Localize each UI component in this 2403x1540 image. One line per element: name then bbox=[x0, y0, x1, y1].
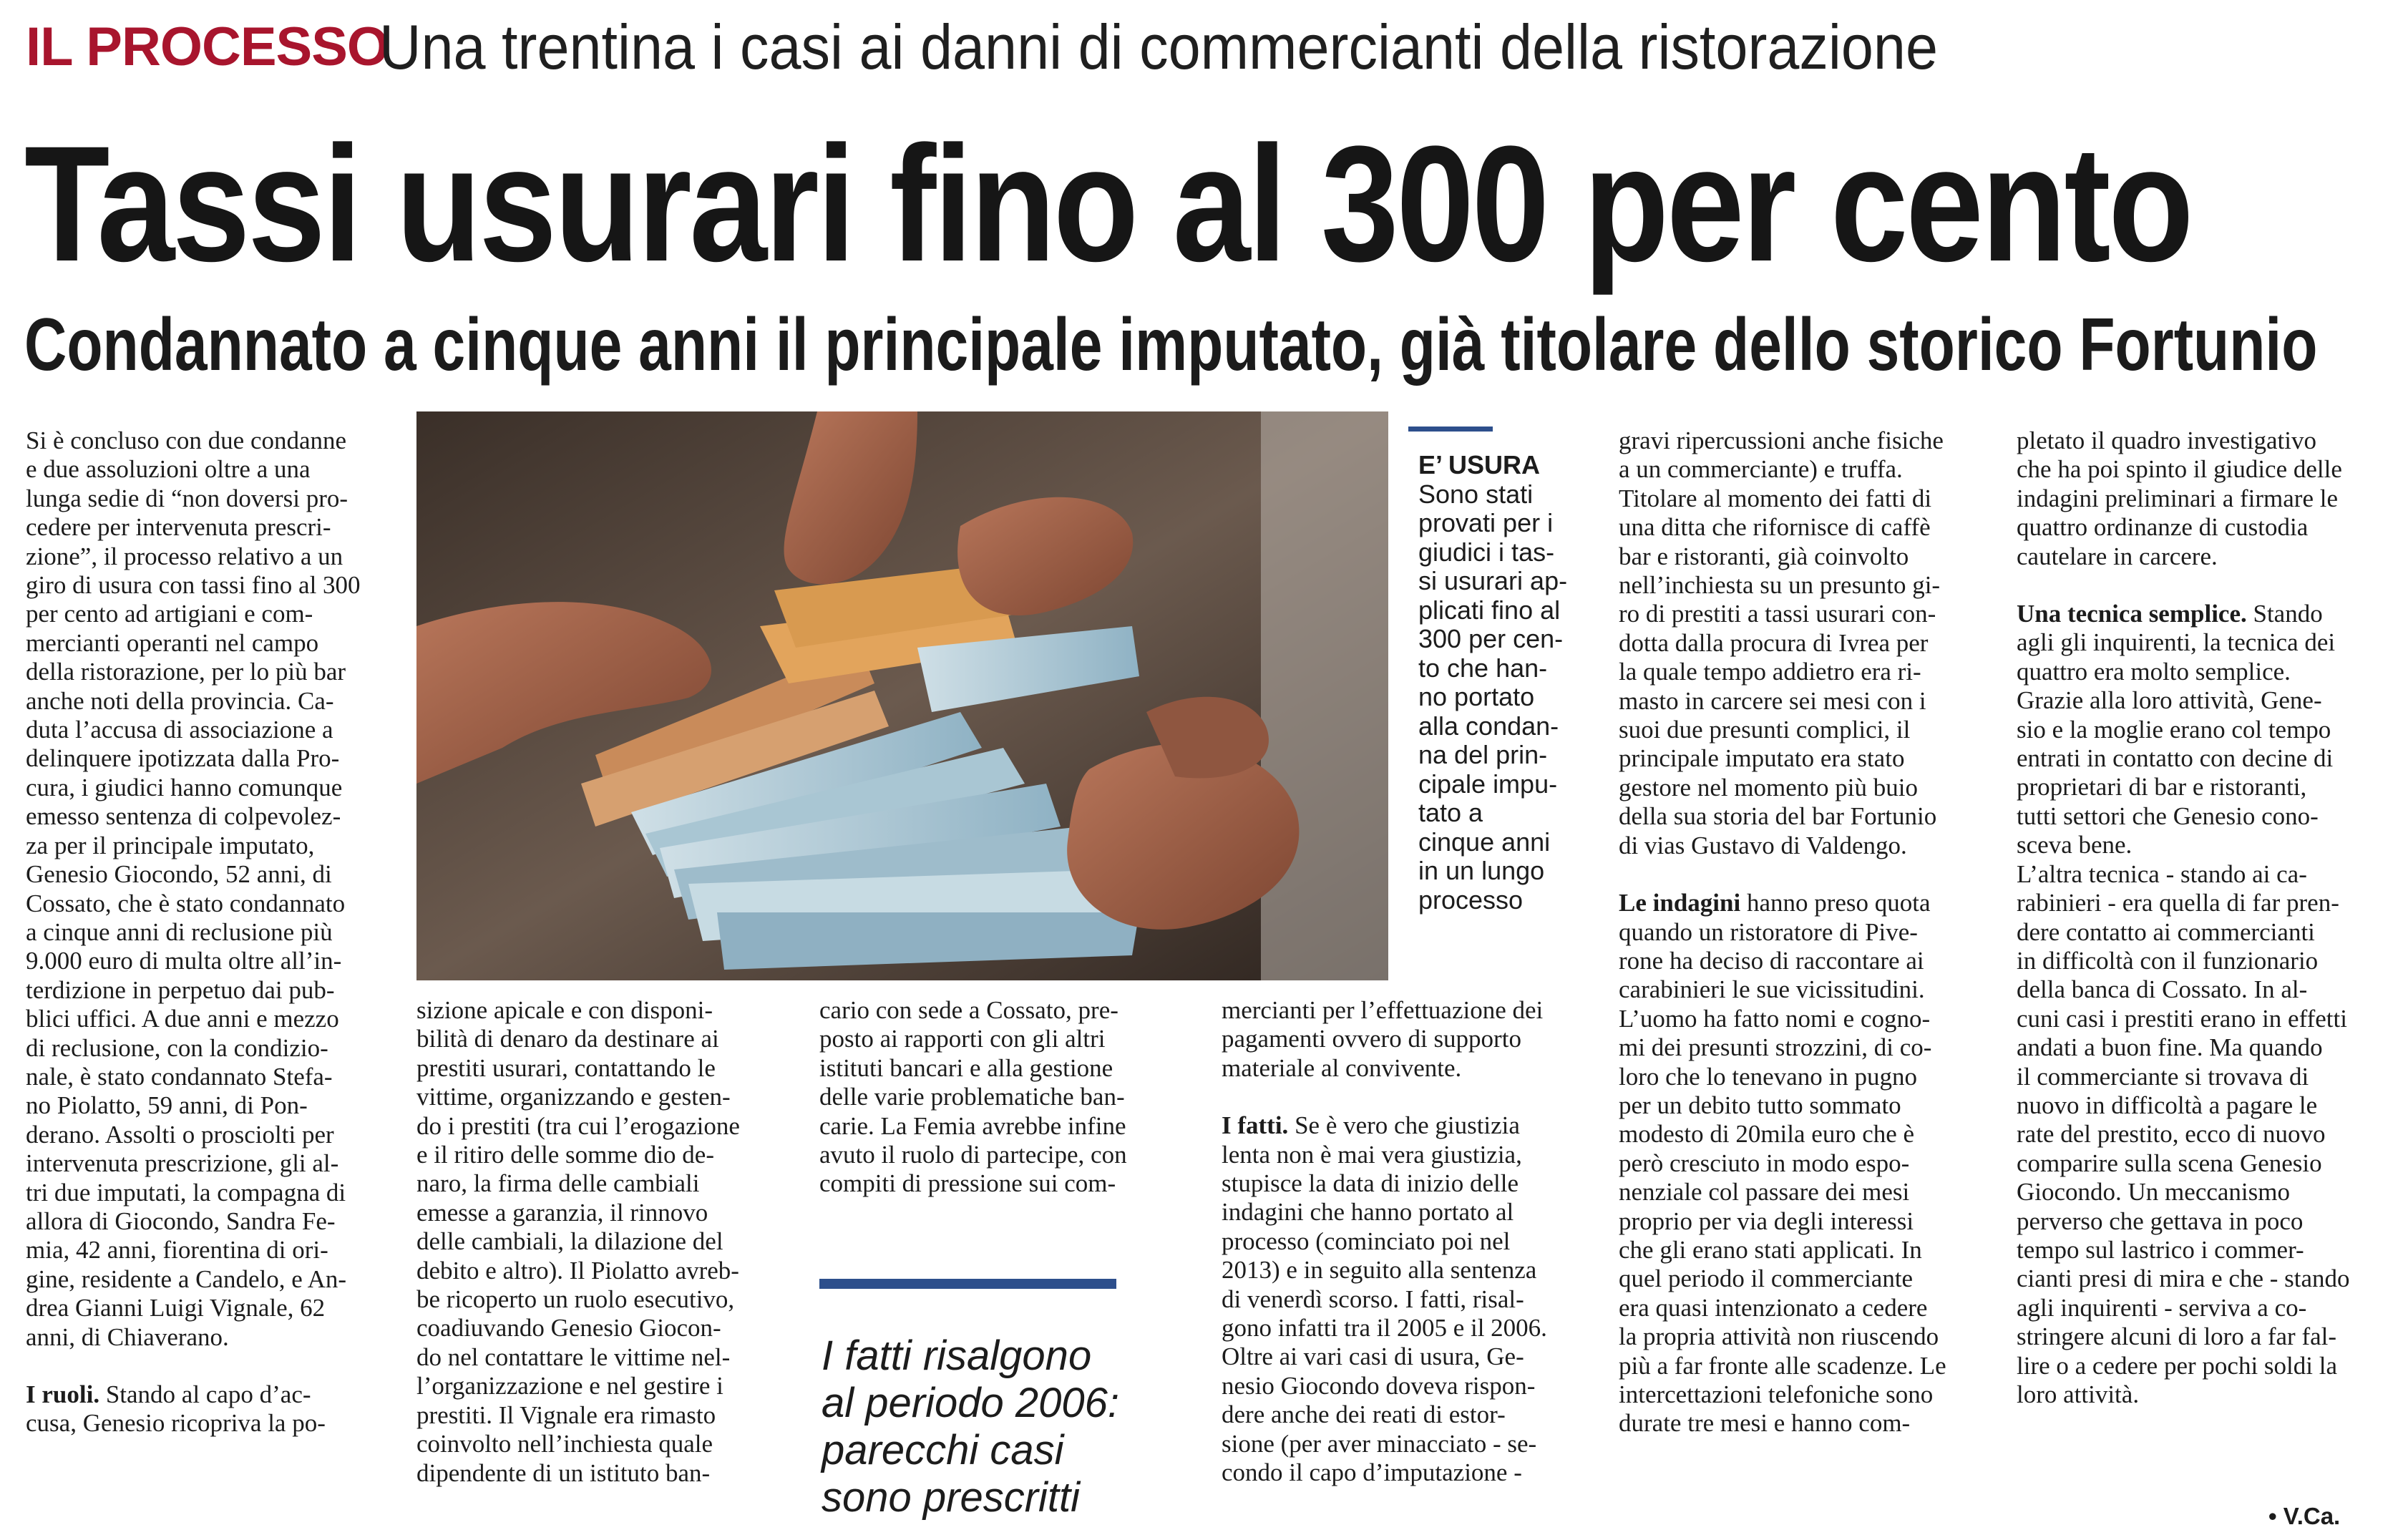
text-line: nell’inchiesta su un presunto gi- bbox=[1619, 571, 1941, 600]
subhead-investigations: Le indagini hanno preso quota bbox=[1619, 889, 1931, 917]
text-line: lire o a cedere per pochi soldi la bbox=[2017, 1351, 2337, 1380]
text-line: pletato il quadro investigativo bbox=[2017, 427, 2316, 454]
text-line: cianti presi di mira e che - stando bbox=[2017, 1264, 2350, 1293]
text-line: Titolare al momento dei fatti di bbox=[1619, 484, 1932, 512]
text-line: istituti bancari e alla gestione bbox=[819, 1053, 1113, 1082]
subhead-facts-label: I fatti. bbox=[1222, 1111, 1289, 1140]
text-line: posto ai rapporti con gli altri bbox=[819, 1025, 1106, 1053]
column-4-text-b bbox=[1222, 1141, 1578, 1488]
sidebar-body bbox=[1418, 480, 1569, 915]
article-photo-money bbox=[416, 411, 1388, 980]
text-line: masto in carcere sei mesi con i bbox=[1619, 686, 1926, 715]
text-line: coinvolto nell’inchiesta quale bbox=[416, 1430, 713, 1458]
text-line: naro, la firma delle cambiali bbox=[416, 1169, 700, 1198]
text-line: di vias Gustavo di Valdengo. bbox=[1619, 831, 1907, 859]
text-line: la quale tempo addietro era ri- bbox=[1619, 658, 1921, 686]
text-line: però cresciuto in modo espo- bbox=[1619, 1149, 1910, 1177]
text-line: provati per i bbox=[1418, 508, 1554, 537]
kicker-subtitle: Una trentina i casi ai danni di commercianti della ristorazione bbox=[379, 11, 1938, 82]
text-line: proprio per via degli interessi bbox=[1619, 1207, 1914, 1235]
text-line: carie. La Femia avrebbe infine bbox=[819, 1111, 1126, 1140]
text-line: allora di Giocondo, Sandra Fe- bbox=[26, 1207, 336, 1235]
text-line: lunga sedie di “non doversi pro- bbox=[26, 484, 348, 512]
text-line: 9.000 euro di multa oltre all’in- bbox=[26, 947, 342, 975]
text-line: Si è concluso con due condanne bbox=[26, 427, 347, 454]
text-line: indagini che hanno portato al bbox=[1222, 1198, 1514, 1227]
text-line: durate tre mesi e hanno com- bbox=[1619, 1409, 1911, 1438]
text-line: I fatti risalgono bbox=[822, 1332, 1092, 1379]
text-line: al periodo 2006: bbox=[822, 1380, 1119, 1426]
subheadline: Condannato a cinque anni il principale imputato, già titolare dello storico Fortunio bbox=[24, 303, 2318, 386]
text-line: intervenuta prescrizione, gli al- bbox=[26, 1149, 339, 1178]
text-line: nuovo in difficoltà a pagare le bbox=[2017, 1091, 2318, 1119]
text-line: cedere per intervenuta prescri- bbox=[26, 513, 331, 542]
text-line: giudici i tas- bbox=[1418, 537, 1555, 567]
text-line: delle varie problematiche ban- bbox=[819, 1083, 1125, 1111]
text-line: agli gli inquirenti, la tecnica dei bbox=[2017, 628, 2336, 657]
text-line: il commerciante si trovava di bbox=[2017, 1062, 2309, 1091]
text-line: materiale al convivente. bbox=[1222, 1053, 1462, 1082]
text-line: mia, 42 anni, fiorentina di ori- bbox=[26, 1236, 328, 1264]
subhead-facts: I fatti. Se è vero che giustizia bbox=[1222, 1111, 1520, 1140]
text-line: comparire sulla scena Genesio bbox=[2017, 1149, 2322, 1177]
text-line: mi dei presunti strozzini, di co- bbox=[1619, 1033, 1932, 1062]
article-column-2 bbox=[416, 996, 776, 1488]
text-line: sono prescritti bbox=[822, 1474, 1081, 1521]
text-line: 2013) e in seguito alla sentenza bbox=[1222, 1256, 1537, 1285]
text-line: perverso che gettava in poco bbox=[2017, 1207, 2304, 1235]
text-line: debito e altro). Il Piolatto avreb- bbox=[416, 1256, 739, 1285]
text-line: rate del prestito, ecco di nuovo bbox=[2017, 1120, 2326, 1149]
text-line: rone ha deciso di raccontare ai bbox=[1619, 946, 1924, 975]
text-line: Cossato, che è stato condannato bbox=[26, 889, 346, 917]
text-line: bilità di denaro da destinare ai bbox=[416, 1025, 719, 1053]
article-column-4 bbox=[1222, 996, 1578, 1488]
subhead-technique-label: Una tecnica semplice. bbox=[2017, 600, 2247, 628]
text-line: gestore nel momento più buio bbox=[1619, 773, 1918, 801]
text-line: vittime, organizzando e gesten- bbox=[416, 1083, 731, 1111]
subhead-investigations-label: Le indagini bbox=[1619, 889, 1741, 917]
text-line: per un debito tutto sommato bbox=[1619, 1091, 1901, 1119]
text-line: andati a buon fine. Ma quando bbox=[2017, 1033, 2323, 1062]
text-line: nenziale col passare dei mesi bbox=[1619, 1178, 1910, 1207]
text-line: si usurari ap- bbox=[1418, 566, 1568, 595]
text-line: della sua storia del bar Fortunio bbox=[1619, 802, 1937, 831]
text-line: cura, i giudici hanno comunque bbox=[26, 773, 343, 801]
text-line: sceva bene. bbox=[2017, 831, 2133, 859]
text-line: più a far fronte alle scadenze. Le bbox=[1619, 1351, 1946, 1380]
text-line: indagini preliminari a firmare le bbox=[2017, 484, 2338, 512]
text-line: 300 per cen- bbox=[1418, 624, 1564, 653]
text-line: no Piolatto, 59 anni, di Pon- bbox=[26, 1091, 308, 1120]
text-line: gine, residente a Candelo, e An- bbox=[26, 1264, 347, 1293]
text-line: cuni casi i prestiti erano in effetti bbox=[2017, 1004, 2347, 1033]
text-line: be ricoperto un ruolo esecutivo, bbox=[416, 1285, 735, 1314]
text-line: giro di usura con tassi fino al 300 bbox=[26, 571, 361, 600]
text-line: cautelare in carcere. bbox=[2017, 542, 2218, 570]
text-line: plicati fino al bbox=[1418, 595, 1561, 625]
text-line: nale, è stato condannato Stefa- bbox=[26, 1062, 333, 1091]
text-line: e il ritiro delle somme dio de- bbox=[416, 1141, 715, 1169]
text-line: sizione apicale e con disponi- bbox=[416, 996, 713, 1024]
text-line: rabinieri - era quella di far pren- bbox=[2017, 889, 2339, 917]
text-line: quando un ristoratore di Pive- bbox=[1619, 917, 1918, 946]
pullquote-rule bbox=[819, 1279, 1116, 1289]
text-line: dipendente di un istituto ban- bbox=[416, 1458, 711, 1487]
text-line: dotta dalla procura di Ivrea per bbox=[1619, 628, 1929, 657]
text-line: na del prin- bbox=[1418, 740, 1548, 769]
text-line: principale imputato era stato bbox=[1619, 744, 1905, 773]
text-line: no portato bbox=[1418, 682, 1535, 711]
text-line: pagamenti ovvero di supporto bbox=[1222, 1025, 1521, 1053]
article-column-6 bbox=[2017, 427, 2374, 1409]
text-line: tempo sul lastrico i commer- bbox=[2017, 1235, 2304, 1264]
text-line: sione (per aver minacciato - se- bbox=[1222, 1429, 1537, 1458]
text-line: L’altra tecnica - stando ai ca- bbox=[2017, 859, 2307, 888]
pullquote bbox=[822, 1332, 1136, 1521]
text-line: della banca di Cossato. In al- bbox=[2017, 975, 2308, 1004]
text-line: tri due imputati, la compagna di bbox=[26, 1178, 346, 1207]
text-line: e due assoluzioni oltre a una bbox=[26, 455, 311, 484]
text-line: prestiti usurari, contattando le bbox=[416, 1053, 716, 1082]
text-line: cipale impu- bbox=[1418, 769, 1558, 799]
text-line: nesio Giocondo doveva rispon- bbox=[1222, 1371, 1536, 1400]
text-line: lenta non è mai vera giustizia, bbox=[1222, 1140, 1522, 1169]
text-line: quattro era molto semplice. bbox=[2017, 657, 2291, 686]
text-line: emesse a garanzia, il rinnovo bbox=[416, 1198, 708, 1227]
text-line: to che han- bbox=[1418, 653, 1548, 683]
text-line: quel periodo il commerciante bbox=[1619, 1264, 1914, 1293]
text-line: coadiuvando Genesio Giocon- bbox=[416, 1314, 721, 1342]
text-line: una ditta che rifornisce di caffè bbox=[1619, 513, 1931, 542]
text-line: di reclusione, con la condizio- bbox=[26, 1033, 328, 1062]
text-line: che ha poi spinto il giudice delle bbox=[2017, 455, 2342, 484]
column-2-text bbox=[416, 996, 776, 1488]
text-line: prestiti. Il Vignale era rimasto bbox=[416, 1400, 716, 1429]
column-1-text bbox=[26, 427, 379, 1352]
text-line: gravi ripercussioni anche fisiche bbox=[1619, 427, 1944, 454]
text-line: Genesio Giocondo, 52 anni, di bbox=[26, 860, 332, 889]
text-line: Grazie alla loro attività, Gene- bbox=[2017, 686, 2322, 715]
article-column-5 bbox=[1619, 427, 1975, 1438]
text-line: alla condan- bbox=[1418, 711, 1559, 741]
text-line: cusa, Genesio ricopriva la po- bbox=[26, 1409, 326, 1438]
column-4-text-a bbox=[1222, 996, 1578, 1083]
text-line: blici uffici. A due anni e mezzo bbox=[26, 1005, 339, 1033]
banknotes-photo-illustration bbox=[416, 411, 1388, 980]
sidebar-rule bbox=[1408, 427, 1493, 432]
text-line: intercettazioni telefoniche sono bbox=[1619, 1380, 1934, 1408]
text-line: parecchi casi bbox=[822, 1427, 1064, 1473]
column-3-text bbox=[819, 996, 1174, 1199]
text-line: modesto di 20mila euro che è bbox=[1619, 1120, 1915, 1149]
text-line: emesso sentenza di colpevolez- bbox=[26, 802, 341, 831]
text-line: suoi due presunti complici, il bbox=[1619, 716, 1911, 744]
kicker: IL PROCESSO bbox=[26, 16, 389, 77]
text-line: drea Gianni Luigi Vignale, 62 bbox=[26, 1294, 326, 1322]
text-line: Sono stati bbox=[1418, 479, 1534, 509]
text-line: loro che lo tenevano in pugno bbox=[1619, 1062, 1917, 1091]
text-line: della ristorazione, per lo più bar bbox=[26, 658, 346, 686]
column-5-text-a bbox=[1619, 427, 1975, 860]
text-line: tutti settori che Genesio cono- bbox=[2017, 801, 2319, 830]
article-column-1 bbox=[26, 427, 379, 1438]
column-5-text-b bbox=[1619, 918, 1975, 1438]
text-line: che gli erano stati applicati. In bbox=[1619, 1235, 1922, 1264]
text-line: za per il principale imputato, bbox=[26, 831, 315, 859]
byline: • V.Ca. bbox=[2268, 1503, 2341, 1529]
text-line: mercianti operanti nel campo bbox=[26, 628, 319, 657]
text-line: dere anche dei reati di estor- bbox=[1222, 1400, 1506, 1429]
column-6-text-b bbox=[2017, 628, 2374, 1409]
text-line: anche noti della provincia. Ca- bbox=[26, 686, 334, 715]
text-line: do i prestiti (tra cui l’erogazione bbox=[416, 1111, 740, 1140]
text-line: dere contatto ai commercianti bbox=[2017, 917, 2315, 946]
column-1-tail bbox=[26, 1409, 379, 1438]
text-line: compiti di pressione sui com- bbox=[819, 1169, 1116, 1198]
text-line: tato a bbox=[1418, 798, 1483, 827]
text-line: bar e ristoranti, già coinvolto bbox=[1619, 542, 1909, 570]
text-line: sio e la moglie erano col tempo bbox=[2017, 715, 2331, 744]
text-line: a un commerciante) e truffa. bbox=[1619, 455, 1903, 484]
text-line: Oltre ai vari casi di usura, Ge- bbox=[1222, 1342, 1524, 1371]
headline: Tassi usurari fino al 300 per cento bbox=[24, 112, 2192, 296]
subhead-roles: I ruoli. Stando al capo d’ac- bbox=[26, 1380, 311, 1408]
subhead-roles-label: I ruoli. bbox=[26, 1380, 100, 1408]
column-6-text-a bbox=[2017, 427, 2374, 571]
text-line: cinque anni bbox=[1418, 827, 1551, 857]
text-line: Giocondo. Un meccanismo bbox=[2017, 1178, 2290, 1207]
text-line: mercianti per l’effettuazione dei bbox=[1222, 996, 1544, 1024]
sidebar-box bbox=[1418, 451, 1569, 915]
text-line: gono infatti tra il 2005 e il 2006. bbox=[1222, 1314, 1547, 1342]
text-line: agli inquirenti - serviva a co- bbox=[2017, 1293, 2307, 1322]
text-line: proprietari di bar e ristoranti, bbox=[2017, 773, 2307, 801]
text-line: stupisce la data di inizio delle bbox=[1222, 1169, 1519, 1198]
sidebar-title: E’ USURA bbox=[1418, 450, 1541, 479]
text-line: L’uomo ha fatto nomi e cogno- bbox=[1619, 1004, 1931, 1033]
text-line: quattro ordinanze di custodia bbox=[2017, 513, 2309, 542]
text-line: a cinque anni di reclusione più bbox=[26, 917, 333, 946]
text-line: la propria attività non riuscendo bbox=[1619, 1322, 1939, 1351]
text-line: terdizione in perpetuo dai pub- bbox=[26, 975, 335, 1004]
text-line: era quasi intenzionato a cedere bbox=[1619, 1293, 1928, 1322]
text-line: l’organizzazione e nel gestire i bbox=[416, 1372, 723, 1400]
text-line: in difficoltà con il funzionario bbox=[2017, 946, 2319, 975]
text-line: per cento ad artigiani e com- bbox=[26, 600, 313, 628]
text-line: condo il capo d’imputazione - bbox=[1222, 1458, 1522, 1487]
text-line: avuto il ruolo di partecipe, con bbox=[819, 1141, 1127, 1169]
text-line: zione”, il processo relativo a un bbox=[26, 542, 343, 570]
text-line: stringere alcuni di loro a far fal- bbox=[2017, 1322, 2337, 1351]
text-line: duta l’accusa di associazione a bbox=[26, 716, 333, 744]
text-line: loro attività. bbox=[2017, 1380, 2140, 1408]
text-line: anni, di Chiaverano. bbox=[26, 1322, 229, 1351]
text-line: in un lungo bbox=[1418, 856, 1545, 885]
article-column-3 bbox=[819, 996, 1174, 1199]
text-line: delle cambiali, la dilazione del bbox=[416, 1227, 723, 1256]
text-line: carabinieri le sue vicissitudini. bbox=[1619, 975, 1925, 1004]
text-line: cario con sede a Cossato, pre- bbox=[819, 996, 1118, 1024]
text-line: processo bbox=[1418, 884, 1524, 915]
text-line: ro di prestiti a tassi usurari con- bbox=[1619, 600, 1936, 628]
text-line: delinquere ipotizzata dalla Pro- bbox=[26, 744, 340, 773]
text-line: derano. Assolti o prosciolti per bbox=[26, 1120, 334, 1149]
subhead-technique: Una tecnica semplice. Stando bbox=[2017, 600, 2323, 628]
text-line: processo (cominciato poi nel bbox=[1222, 1227, 1511, 1255]
text-line: entrati in contatto con decine di bbox=[2017, 744, 2334, 773]
text-line: di venerdì scorso. I fatti, risal- bbox=[1222, 1285, 1524, 1313]
text-line: do nel contattare le vittime nel- bbox=[416, 1342, 731, 1371]
